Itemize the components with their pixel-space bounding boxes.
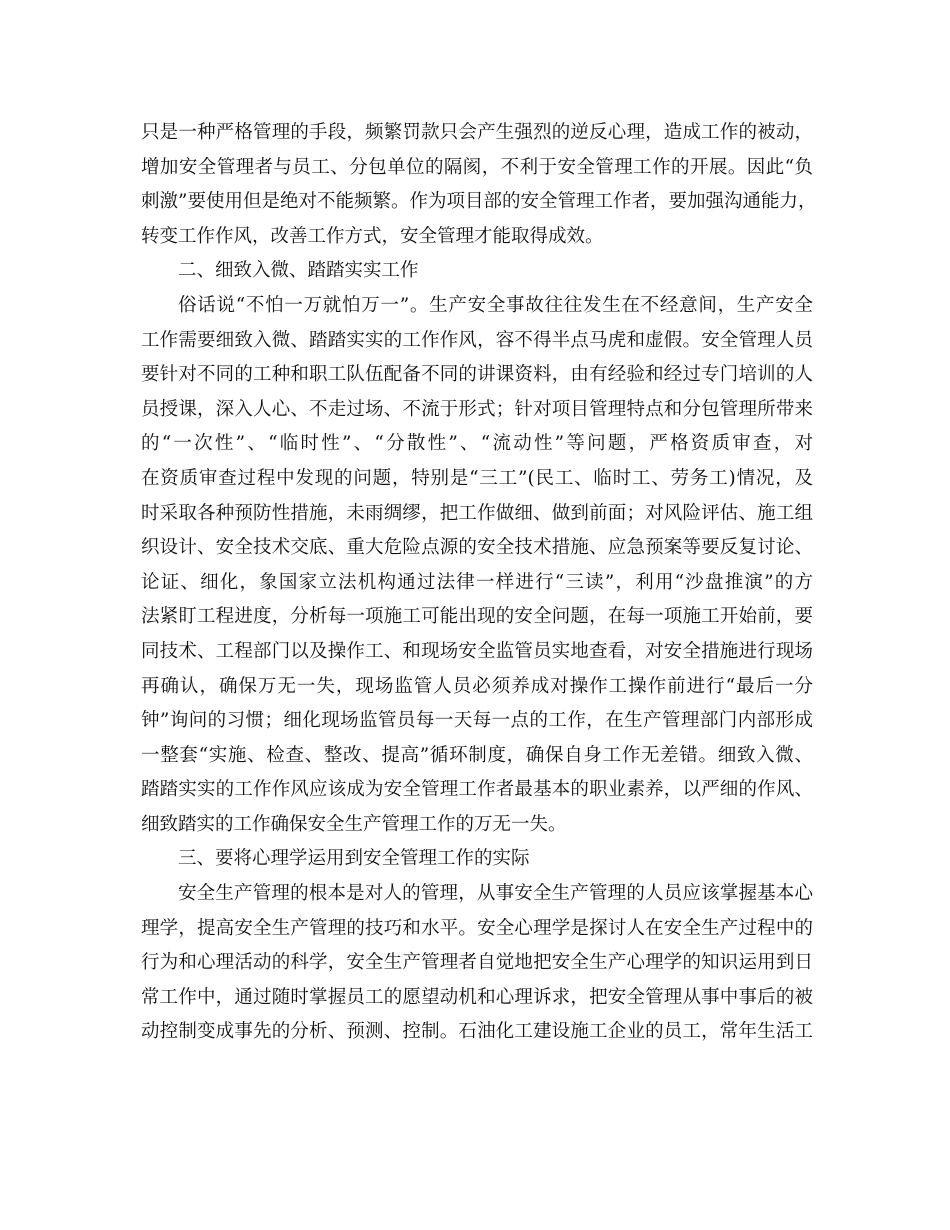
text-line: 论证、细化，象国家立法机构通过法律一样进行“三读”，利用“沙盘推演”的方 <box>141 571 813 593</box>
text-line: 织设计、安全技术交底、重大危险点源的安全技术措施、应急预案等要反复讨论、 <box>141 537 813 559</box>
text-line: 行为和心理活动的科学，安全生产管理者自觉地把安全生产心理学的知识运用到日 <box>141 952 813 974</box>
text-line: 俗话说“不怕一万就怕万一”。生产安全事故往往发生在不经意间，生产安全 <box>178 294 813 316</box>
text-line: 刺激”要使用但是绝对不能频繁。作为项目部的安全管理工作者，要加强沟通能力， <box>141 191 817 213</box>
text-line: 钟”询问的习惯；细化现场监管员每一天每一点的工作，在生产管理部门内部形成 <box>141 710 813 732</box>
text-line: 只是一种严格管理的手段，频繁罚款只会产生强烈的逆反心理，造成工作的被动， <box>141 122 813 143</box>
text-line: 转变工作作风，改善工作方式，安全管理才能取得成效。 <box>141 225 604 247</box>
text-line: 踏踏实实的工作作风应该成为安全管理工作者最基本的职业素养，以严细的作风、 <box>141 779 813 801</box>
text-line: 在资质审查过程中发现的问题，特别是“三工”(民工、临时工、劳务工)情况，及 <box>141 467 813 489</box>
text-line: 安全生产管理的根本是对人的管理，从事安全生产管理的人员应该掌握基本心 <box>178 883 813 905</box>
document-text-body <box>141 116 817 1050</box>
text-line: 理学，提高安全生产管理的技巧和水平。安全心理学是探讨人在安全生产过程中的 <box>141 917 813 939</box>
text-line: 要针对不同的工种和职工队伍配备不同的讲课资料，由有经验和经过专门培训的人 <box>141 364 813 386</box>
text-line: 三、要将心理学运用到安全管理工作的实际 <box>178 848 530 870</box>
text-line: 动控制变成事先的分析、预测、控制。石油化工建设施工企业的员工，常年生活工 <box>141 1021 813 1043</box>
text-line: 的“一次性”、“临时性”、“分散性”、“流动性”等问题，严格资质审查，对 <box>141 433 813 455</box>
text-line: 常工作中，通过随时掌握员工的愿望动机和心理诉求，把安全管理从事中事后的被 <box>141 986 813 1008</box>
text-line: 细致踏实的工作确保安全生产管理工作的万无一失。 <box>141 813 567 835</box>
text-line: 时采取各种预防性措施，未雨绸缪，把工作做细、做到前面；对风险评估、施工组 <box>141 502 813 524</box>
text-line: 增加安全管理者与员工、分包单位的隔阂，不利于安全管理工作的开展。因此“负 <box>141 156 813 178</box>
text-line: 二、细致入微、踏踏实实工作 <box>178 260 419 282</box>
text-line: 员授课，深入人心、不走过场、不流于形式；针对项目管理特点和分包管理所带来 <box>141 398 813 420</box>
text-line: 一整套“实施、检查、整改、提高”循环制度，确保自身工作无差错。细致入微、 <box>141 744 813 766</box>
text-line: 工作需要细致入微、踏踏实实的工作作风，容不得半点马虎和虚假。安全管理人员 <box>141 329 813 351</box>
text-line: 同技术、工程部门以及操作工、和现场安全监管员实地查看，对安全措施进行现场 <box>141 640 813 662</box>
text-line: 法紧盯工程进度，分析每一项施工可能出现的安全问题，在每一项施工开始前，要 <box>141 606 813 628</box>
text-line: 再确认，确保万无一失，现场监管人员必须养成对操作工操作前进行“最后一分 <box>141 675 813 697</box>
